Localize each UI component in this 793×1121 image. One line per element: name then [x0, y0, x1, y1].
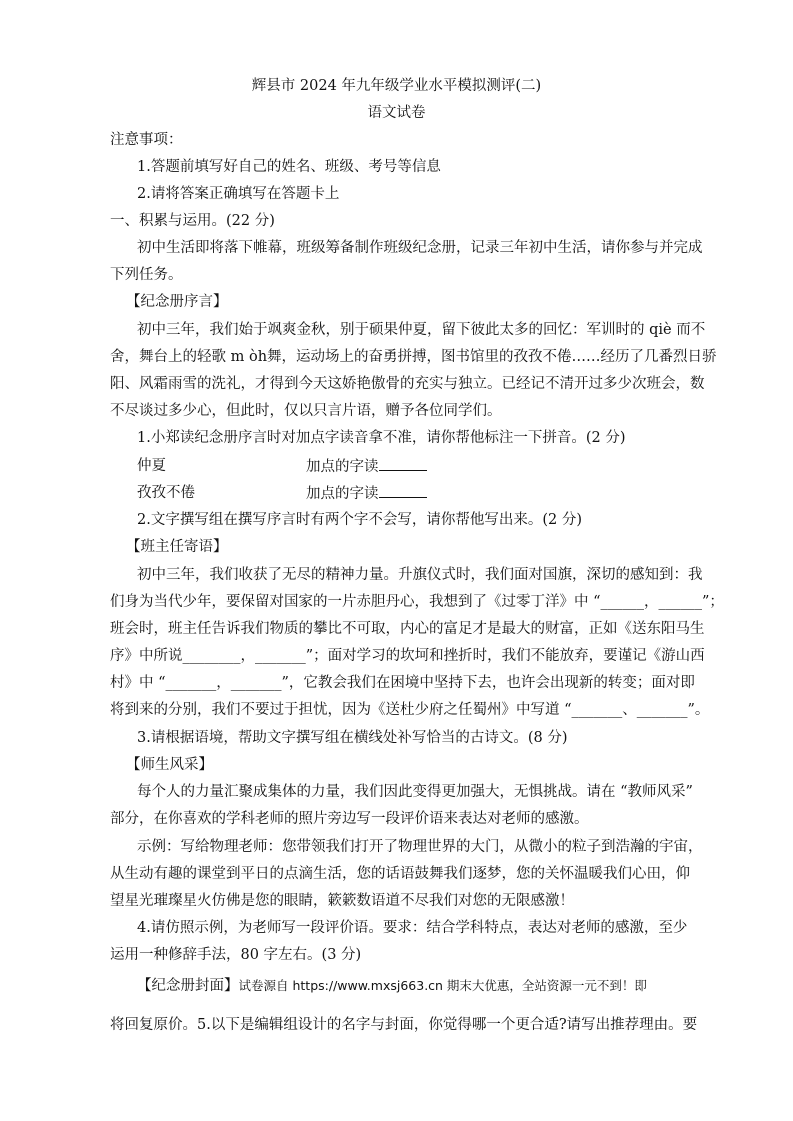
preface-tag: 【纪念册序言】 — [126, 294, 228, 310]
answer-blank[interactable] — [379, 456, 427, 471]
intro-text: 下列任务。 — [110, 267, 183, 283]
source-ad-text: 试卷源自 https://www.mxsj663.cn 期末大优惠，全站资源一元不到！即 — [238, 978, 647, 993]
teacher-line: 班会时，班主任告诉我们物质的攀比不可取，内心的富足才是最大的财富，正如《送东阳马生 — [110, 621, 705, 637]
q1-word: 仲夏 — [137, 458, 166, 474]
notice-heading: 注意事项： — [110, 132, 183, 148]
intro-text: 初中生活即将落下帷幕，班级筹备制作班级纪念册，记录三年初中生活，请你参与并完成 — [137, 240, 703, 256]
q1-answer-label: 加点的字读 — [306, 486, 379, 502]
teacher-line: 将到来的分别，我们不要过于担忧，因为《送杜少府之任蜀州》中写道 “_______、_______”。 — [110, 702, 710, 718]
teacher-line: 们身为当代少年，要保留对国家的一片赤胆丹心，我想到了《过零丁洋》中 “______，______”； — [110, 594, 724, 610]
preface-line: 阳、风霜雨雪的洗礼，才得到今天这娇艳傲骨的充实与独立。已经记不清开过多少次班会，数 — [110, 376, 705, 392]
preface-line: 不尽谈过多少心，但此时，仅以只言片语，赠予各位同学们。 — [110, 403, 502, 419]
answer-blank[interactable] — [379, 483, 427, 498]
question-3: 3.请根据语境，帮助文字撰写组在横线处补写恰当的古诗文。(8 分) — [137, 730, 568, 746]
q1-word: 孜孜不倦 — [137, 485, 195, 501]
teacher-tag: 【班主任寄语】 — [126, 539, 228, 555]
example-line: 从生动有趣的课堂到平日的点滴生活，您的话语鼓舞我们逐梦，您的关怀温暖我们心田，仰 — [110, 866, 690, 882]
question-2: 2.文字撰写组在撰写序言时有两个字不会写，请你帮他写出来。(2 分) — [137, 512, 582, 528]
style-line: 部分，在你喜欢的学科老师的照片旁边写一段评价语来表达对老师的感激。 — [110, 811, 589, 827]
cover-tag: 【纪念册封面】 — [137, 978, 239, 994]
exam-subtitle: 语文试卷 — [367, 105, 426, 121]
teacher-line: 初中三年，我们收获了无尽的精神力量。升旗仪式时，我们面对国旗，深切的感知到：我 — [137, 567, 703, 583]
preface-line: 舍，舞台上的轻歌 m òh舞，运动场上的奋勇拼搏，图书馆里的孜孜不倦……经历了几番烈日骄 — [110, 349, 717, 365]
style-tag: 【师生风采】 — [126, 757, 213, 773]
notice-item: 2.请将答案正确填写在答题卡上 — [137, 186, 340, 202]
question-4: 4.请仿照示例，为老师写一段评价语。要求：结合学科特点，表达对老师的感激，至少 — [137, 920, 688, 936]
section-heading: 一、积累与运用。(22 分) — [110, 213, 275, 229]
notice-item: 1.答题前填写好自己的姓名、班级、考号等信息 — [137, 159, 441, 175]
q1-answer-label: 加点的字读 — [306, 459, 379, 475]
question-1: 1.小郑读纪念册序言时对加点字读音拿不准，请你帮他标注一下拼音。(2 分) — [137, 430, 626, 446]
question-5: 将回复原价。5.以下是编辑组设计的名字与封面，你觉得哪一个更合适?请写出推荐理由。要 — [110, 1017, 698, 1033]
example-line: 示例：写给物理老师：您带领我们打开了物理世界的大门，从微小的粒子到浩瀚的宇宙， — [137, 839, 703, 855]
teacher-line: 序》中所说________，_______”；面对学习的坎坷和挫折时，我们不能放弃，要谨记《游山西 — [110, 648, 705, 664]
preface-line: 初中三年，我们始于飒爽金秋，别于硕果仲夏，留下彼此太多的回忆：军训时的 qiè 而不 — [137, 322, 706, 338]
q1-answer-row — [306, 483, 427, 504]
teacher-line: 村》中 “_______，_______”，它教会我们在困境中坚持下去，也许会出现新的转变；面对即 — [110, 675, 695, 691]
exam-title: 辉县市 2024 年九年级学业水平模拟测评(二) — [251, 78, 542, 94]
q1-answer-row — [306, 456, 427, 477]
cover-row — [137, 976, 647, 996]
question-4: 运用一种修辞手法，80 字左右。(3 分) — [110, 947, 362, 963]
example-line: 望星光璀璨星火仿佛是您的眼睛，簌簌数语道不尽我们对您的无限感激！ — [110, 893, 574, 909]
style-line: 每个人的力量汇聚成集体的力量，我们因此变得更加强大，无惧挑战。请在 “教师风采” — [137, 784, 693, 800]
